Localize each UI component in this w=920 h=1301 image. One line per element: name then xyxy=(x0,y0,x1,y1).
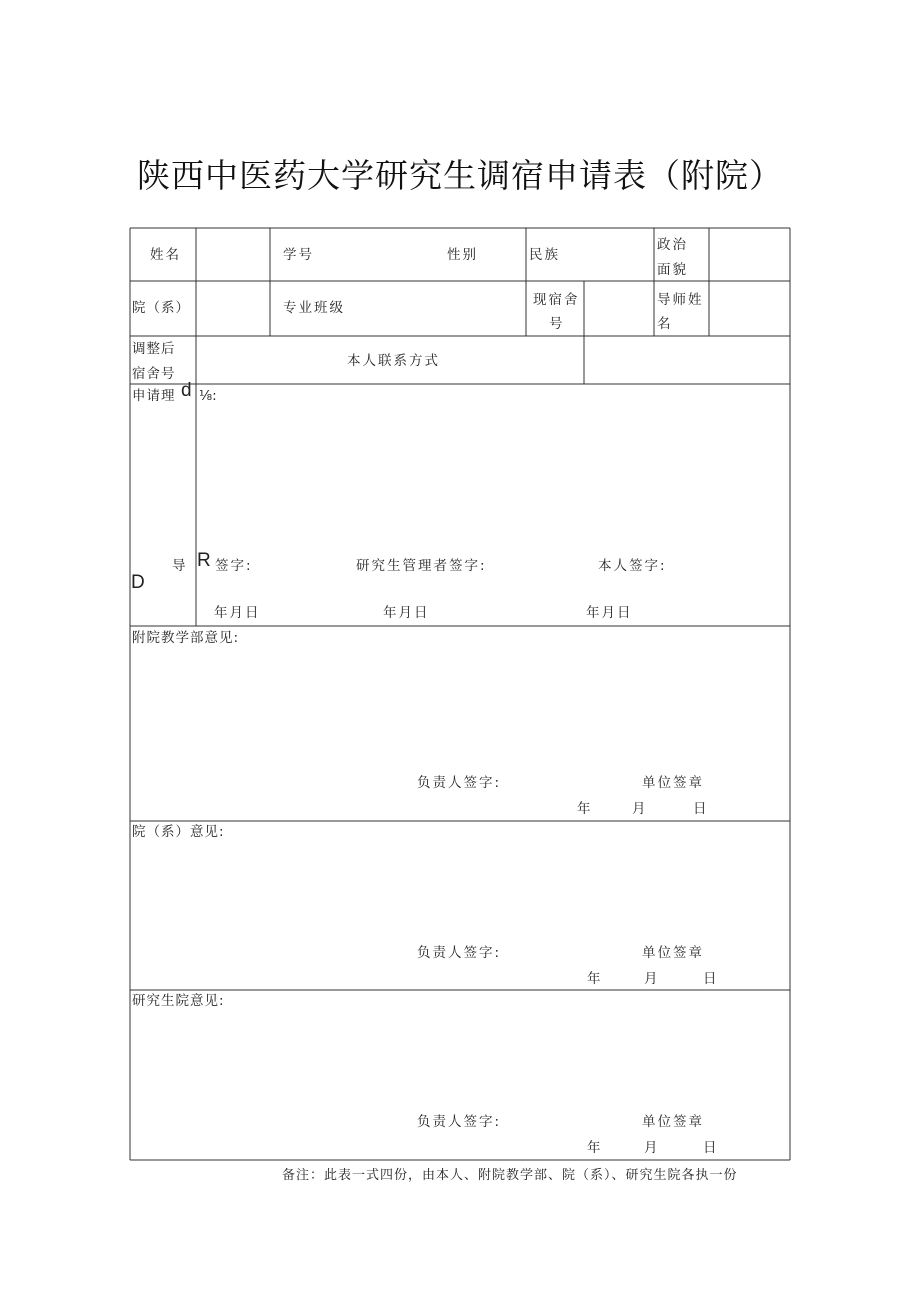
advisor-label-line1: 导师姓 xyxy=(657,292,704,308)
grad-day-label: 日 xyxy=(703,1140,717,1156)
major-class-label: 专业班级 xyxy=(283,300,345,316)
dept-day-label: 日 xyxy=(703,971,717,987)
hospital-opinion-label: 附院教学部意见: xyxy=(132,630,240,646)
dept-signer-label: 负责人签字: xyxy=(417,945,502,961)
grad-signer-label: 负责人签字: xyxy=(417,1114,502,1130)
grad-year-label: 年 xyxy=(587,1140,601,1156)
reason-label: 申请理 xyxy=(132,388,176,404)
dept-opinion-label: 院（系）意见: xyxy=(132,824,225,840)
advisor-mark-dao: 导 xyxy=(172,558,186,574)
ethnicity-label: 民族 xyxy=(529,247,560,263)
advisor-mark-r: R xyxy=(197,550,211,571)
self-date-label: 年月日 xyxy=(586,605,633,621)
political-label-line2: 面貌 xyxy=(657,262,688,278)
hospital-day-label: 日 xyxy=(693,801,707,817)
new-dorm-label-line1: 调整后 xyxy=(132,341,176,357)
new-dorm-label-line2: 宿舍号 xyxy=(132,366,176,382)
name-label: 姓名 xyxy=(150,247,181,263)
hospital-seal-label: 单位签章 xyxy=(642,775,704,791)
dept-year-label: 年 xyxy=(587,971,601,987)
contact-label: 本人联系方式 xyxy=(347,353,440,369)
advisor-label-line2: 名 xyxy=(657,316,673,332)
advisor-date-label: 年月日 xyxy=(214,605,261,621)
hospital-year-label: 年 xyxy=(577,801,591,817)
dept-month-label: 月 xyxy=(644,971,658,987)
student-id-label: 学号 xyxy=(283,247,314,263)
manager-date-label: 年月日 xyxy=(383,605,430,621)
political-label-line1: 政治 xyxy=(657,237,688,253)
grad-opinion-label: 研究生院意见: xyxy=(132,993,225,1009)
dept-label: 院（系） xyxy=(132,300,190,316)
current-dorm-label-line1: 现宿舍 xyxy=(533,292,580,308)
dept-seal-label: 单位签章 xyxy=(642,945,704,961)
self-sign-label: 本人签字: xyxy=(598,558,667,574)
form-title: 陕西中医药大学研究生调宿申请表（附院） xyxy=(137,156,783,195)
advisor-mark-d: D xyxy=(131,572,145,593)
advisor-sign-label: 签字: xyxy=(215,558,253,574)
hospital-month-label: 月 xyxy=(632,801,646,817)
grad-seal-label: 单位签章 xyxy=(642,1114,704,1130)
gender-label: 性别 xyxy=(447,247,478,263)
footnote-remark: 备注：此表一式四份，由本人、附院教学部、院（系）、研究生院各执一份 xyxy=(282,1168,738,1183)
hospital-signer-label: 负责人签字: xyxy=(417,775,502,791)
manager-sign-label: 研究生管理者签字: xyxy=(356,558,487,574)
reason-label-artifact-d: d xyxy=(181,380,192,401)
current-dorm-label-line2: 号 xyxy=(549,316,565,332)
reason-label-artifact: ⅛: xyxy=(199,388,217,404)
grad-month-label: 月 xyxy=(644,1140,658,1156)
